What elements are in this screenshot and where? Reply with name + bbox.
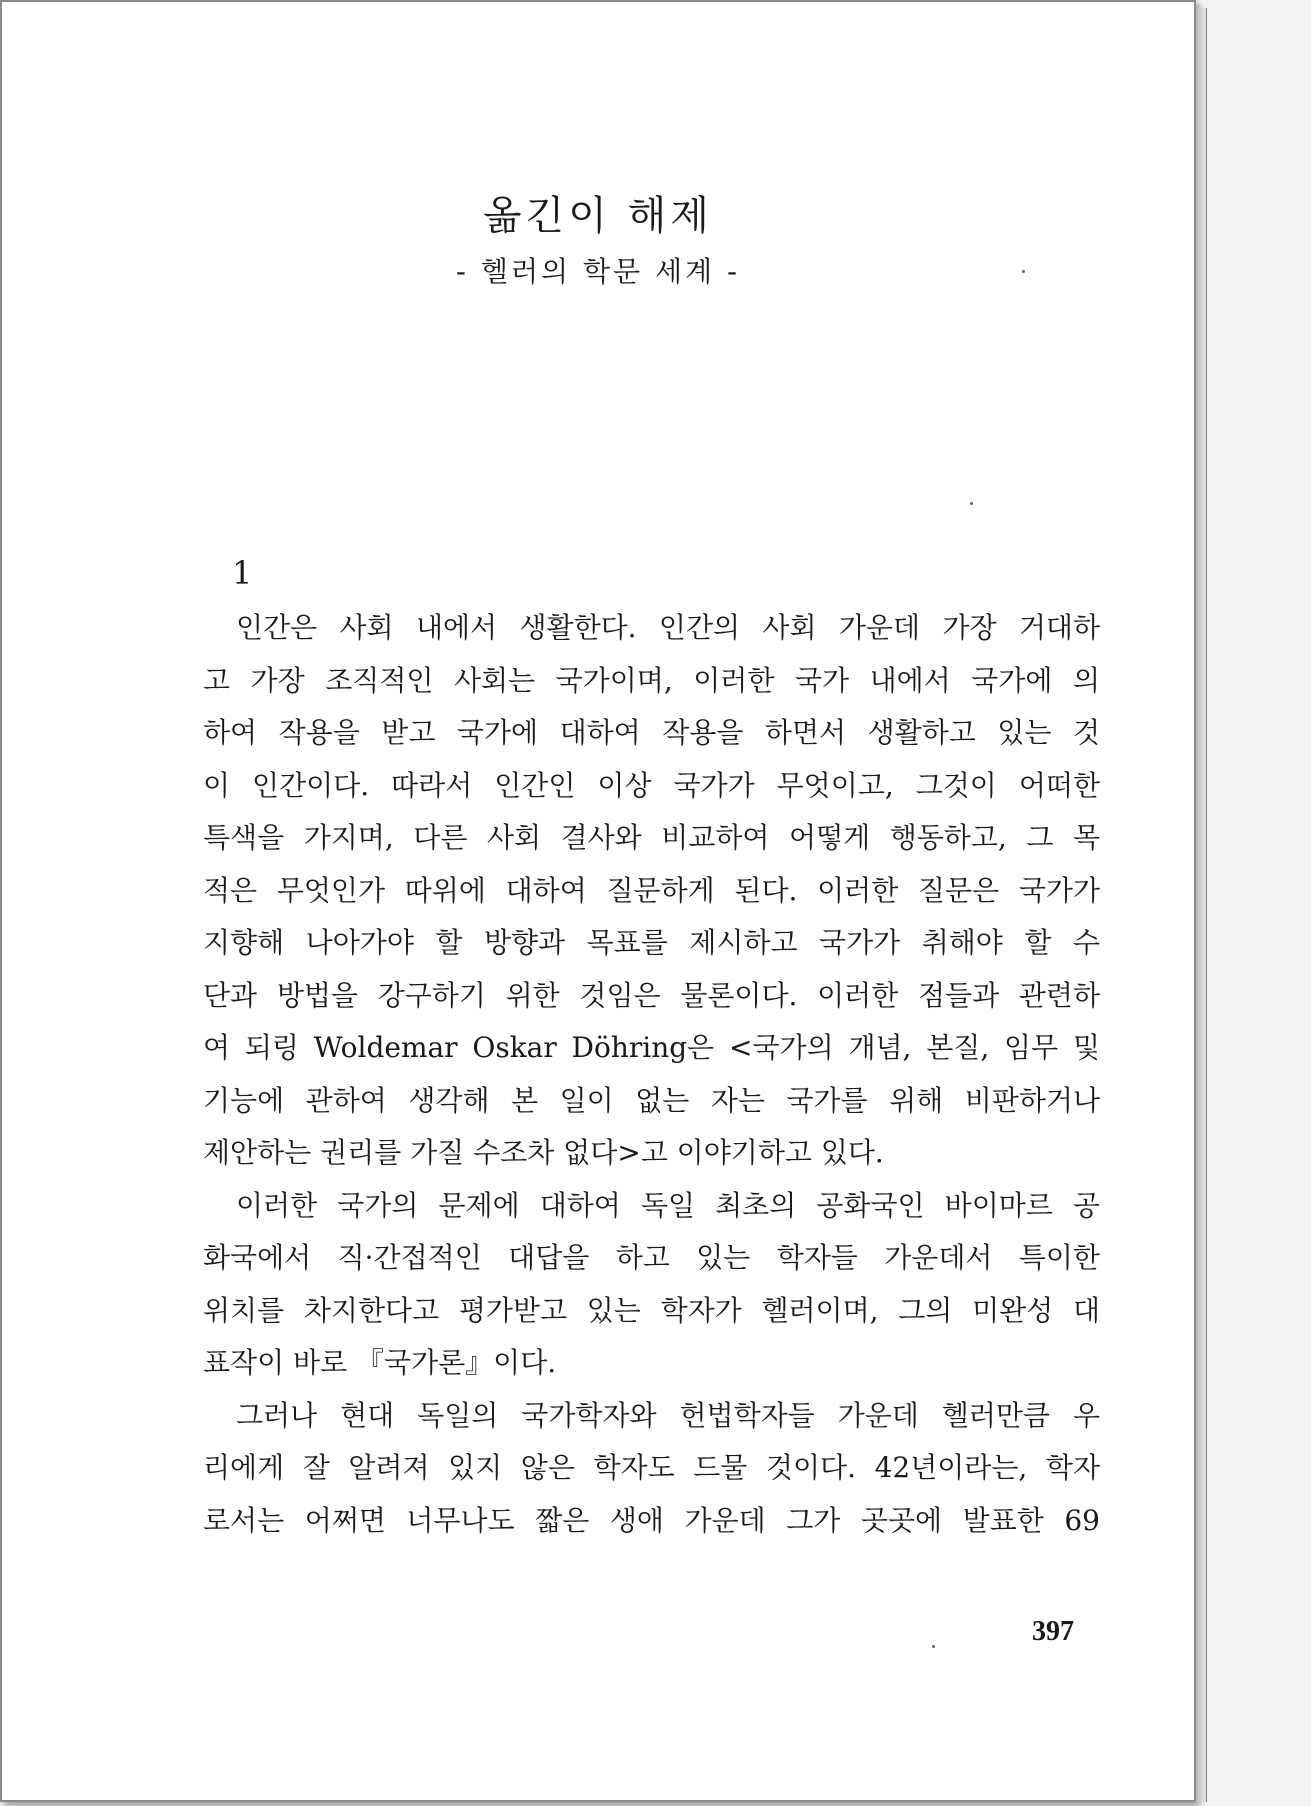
text-line: 위치를 차지한다고 평가받고 있는 학자가 헬러이며, 그의 미완성 대 (203, 1293, 1100, 1327)
scan-speck (970, 502, 973, 505)
scan-speck (932, 1645, 935, 1648)
text-line: 인간은 사회 내에서 생활한다. 인간의 사회 가운데 가장 거대하 (236, 611, 1100, 644)
text-line: 적은 무엇인가 따위에 대하여 질문하게 된다. 이러한 질문은 국가가 (203, 873, 1100, 907)
page-title: 옮긴이 해제 (483, 193, 713, 239)
text-line: 이러한 국가의 문제에 대하여 독일 최초의 공화국인 바이마르 공 (236, 1188, 1100, 1222)
text-line: 제안하는 권리를 가질 수조차 없다>고 이야기하고 있다. (203, 1136, 884, 1169)
text-line: 하여 작용을 받고 국가에 대하여 작용을 하면서 생활하고 있는 것 (203, 716, 1100, 749)
text-line: 단과 방법을 강구하기 위한 것임은 물론이다. 이러한 점들과 관련하 (203, 978, 1100, 1012)
text-line: 특색을 가지며, 다른 사회 결사와 비교하여 어떻게 행동하고, 그 목 (203, 821, 1100, 854)
section-number: 1 (232, 554, 253, 592)
page-number: 397 (1032, 1616, 1074, 1647)
page-stack-edge (1196, 8, 1207, 1802)
text-line: 리에게 잘 알려져 있지 않은 학자도 드물 것이다. 42년이라는, 학자 (203, 1451, 1100, 1484)
text-line: 표작이 바로 『국가론』이다. (203, 1346, 557, 1379)
scan-speck (1022, 270, 1025, 273)
text-line: 그러나 현대 독일의 국가학자와 헌법학자들 가운데 헬러만큼 우 (236, 1398, 1100, 1432)
body-text (203, 602, 1100, 1547)
text-line: 로서는 어쩌면 너무나도 짧은 생애 가운데 그가 곳곳에 발표한 69 (203, 1503, 1100, 1537)
text-line: 지향해 나아가야 할 방향과 목표를 제시하고 국가가 취해야 할 수 (203, 926, 1100, 959)
text-line: 여 되링 Woldemar Oskar Döhring은 <국가의 개념, 본질, 임무 및 (203, 1031, 1100, 1064)
text-line: 고 가장 조직적인 사회는 국가이며, 이러한 국가 내에서 국가에 의 (203, 663, 1100, 697)
text-line: 기능에 관하여 생각해 본 일이 없는 자는 국가를 위해 비판하거나 (203, 1083, 1100, 1117)
page-subtitle: - 헬러의 학문 세계 - (455, 255, 741, 288)
text-line: 이 인간이다. 따라서 인간인 이상 국가가 무엇이고, 그것이 어떠한 (203, 768, 1100, 802)
text-line: 화국에서 직·간접적인 대답을 하고 있는 학자들 가운데서 특이한 (203, 1241, 1100, 1274)
